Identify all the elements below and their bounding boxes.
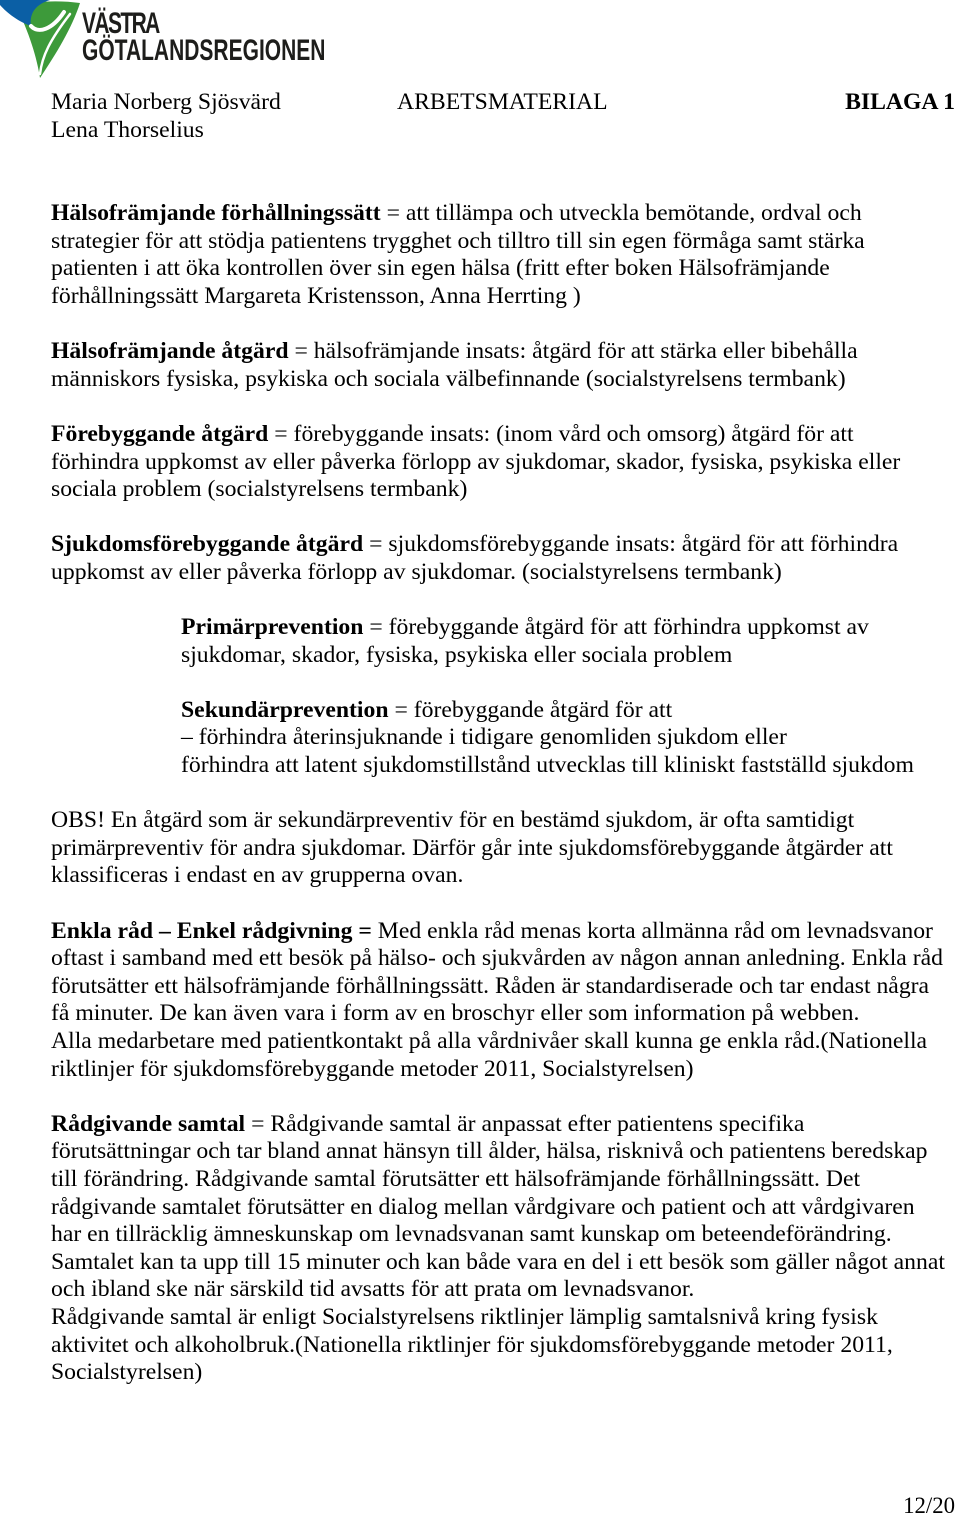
text-line <box>51 531 960 559</box>
text-line: förutsätter ett hälsofrämjande förhållningssätt. Råden är standardiserade och tar endast några <box>51 972 930 999</box>
text-line: – förhindra återinsjuknande i tidigare genomliden sjukdom eller <box>181 724 787 751</box>
text-line <box>51 1111 960 1139</box>
text-line: sociala problem (socialstyrelsens termbank) <box>51 476 468 503</box>
text-line: strategier för att stödja patientens trygghet och tilltro till sin egen förmåga samt stärka <box>51 227 865 254</box>
definition-text: = sjukdomsförebyggande insats: åtgärd för att förhindra <box>369 531 899 558</box>
definition-text: = hälsofrämjande insats: åtgärd för att stärka eller bibehålla <box>294 338 858 365</box>
text-line: Socialstyrelsen) <box>51 1359 203 1386</box>
text-line: har en tillräcklig ämneskunskap om levnadsvanan samt kunskap om beteendeförändring. <box>51 1221 892 1248</box>
attachment-label: BILAGA 1 <box>845 89 955 115</box>
definition-forebyggande-atgard <box>51 421 960 504</box>
definition-text: Med enkla råd menas korta allmänna råd om levnadsvanor <box>377 917 933 944</box>
text-line: OBS! En åtgärd som är sekundärpreventiv för en bestämd sjukdom, är ofta samtidigt <box>51 807 855 834</box>
organization-logo <box>0 0 340 82</box>
author-name: Maria Norberg Sjösvärd <box>51 89 281 115</box>
definition-text: = förebyggande åtgärd för att <box>394 696 673 723</box>
text-line: förhållningssätt Margareta Kristensson, Anna Herrting ) <box>51 282 581 309</box>
text-line <box>51 338 960 366</box>
definition-sekundarprevention <box>181 697 960 780</box>
text-line: förhindra att latent sjukdomstillstånd utvecklas till kliniskt fastställd sjukdom <box>181 752 914 779</box>
text-line: oftast i samband med ett besök på hälso- och sjukvården av någon annan anledning. Enkla råd <box>51 945 943 972</box>
vgr-logo-mark-icon <box>0 0 82 80</box>
logo-wordmark-line-2: GÖTALANDSREGIONEN <box>82 34 326 67</box>
note-obs <box>51 807 960 890</box>
definition-term: Enkla råd – Enkel rådgivning = <box>51 917 372 944</box>
definition-term: Förebyggande åtgärd <box>51 420 269 447</box>
text-line: rådgivande samtalet förutsätter en dialog mellan vårdgivare och patient och att vårdgivaren <box>51 1193 915 1220</box>
definition-primarprevention <box>181 614 960 669</box>
text-line: och ibland ske när särskild tid avsatts för att prata om levnadsvanor. <box>51 1276 695 1303</box>
definition-term: Primärprevention <box>181 614 364 641</box>
text-line: sjukdomar, skador, fysiska, psykiska eller sociala problem <box>181 641 733 668</box>
text-line: riktlinjer för sjukdomsförebyggande metoder 2011, Socialstyrelsen) <box>51 1055 694 1082</box>
text-line: människors fysiska, psykiska och sociala välbefinnande (socialstyrelsens termbank) <box>51 365 846 392</box>
text-line: få minuter. De kan även vara i form av en broschyr eller som information på webben. <box>51 1000 860 1027</box>
logo-wordmark-line-1: VÄSTRA <box>82 7 159 40</box>
text-line: patienten i att öka kontrollen över sin egen hälsa (fritt efter boken Hälsofrämjande <box>51 255 830 282</box>
text-line: Alla medarbetare med patientkontakt på alla vårdnivåer skall kunna ge enkla råd.(Nationella <box>51 1028 928 1054</box>
document-body <box>51 200 960 1387</box>
text-line: klassificeras i endast en av grupperna ovan. <box>51 862 464 889</box>
text-line: förhindra uppkomst av eller påverka förlopp av sjukdomar, skador, fysiska, psykiska eller <box>51 448 901 475</box>
definition-term: Hälsofrämjande förhållningssätt <box>51 200 381 227</box>
text-line: till förändring. Rådgivande samtal förutsätter ett hälsofrämjande förhållningssätt. Det <box>51 1165 861 1192</box>
definition-term: Rådgivande samtal <box>51 1110 246 1137</box>
text-line <box>51 200 960 228</box>
author-name: Lena Thorselius <box>51 116 204 143</box>
text-line: uppkomst av eller påverka förlopp av sjukdomar. (socialstyrelsens termbank) <box>51 558 782 585</box>
text-line: aktivitet och alkoholbruk.(Nationella riktlinjer för sjukdomsförebyggande metoder 2011, <box>51 1331 893 1358</box>
text-line <box>51 918 960 946</box>
text-line <box>181 614 960 642</box>
definition-text: = förebyggande insats: (inom vård och omsorg) åtgärd för att <box>274 420 854 447</box>
page-number: 12/20 <box>903 1493 955 1517</box>
definition-text: = förebyggande åtgärd för att förhindra uppkomst av <box>369 614 869 641</box>
text-line: Rådgivande samtal är enligt Socialstyrelsens riktlinjer lämplig samtalsnivå kring fysisk <box>51 1303 878 1330</box>
definition-halsoframjande-forhallningssatt <box>51 200 960 310</box>
definition-sjukdomsforebyggande-atgard <box>51 531 960 586</box>
document-status-label: ARBETSMATERIAL <box>397 89 608 115</box>
definition-enkla-rad <box>51 918 960 1084</box>
definition-text: = att tillämpa och utveckla bemötande, ordval och <box>386 200 862 227</box>
text-line: förutsättningar och tar bland annat hänsyn till ålder, hälsa, risknivå och patientens beredskap <box>51 1138 928 1165</box>
text-line <box>51 421 960 449</box>
text-line <box>181 697 960 725</box>
definition-term: Hälsofrämjande åtgärd <box>51 338 289 365</box>
definition-radgivande-samtal <box>51 1111 960 1387</box>
text-line: Samtalet kan ta upp till 15 minuter och kan både vara en del i ett besök som gäller något annat <box>51 1248 945 1275</box>
definition-term: Sjukdomsförebyggande åtgärd <box>51 531 364 558</box>
definition-term: Sekundärprevention <box>181 696 389 723</box>
definition-text: = Rådgivande samtal är anpassat efter patientens specifika <box>251 1110 805 1137</box>
text-line: primärpreventiv för andra sjukdomar. Därför går inte sjukdomsförebyggande åtgärder att <box>51 834 893 861</box>
definition-halsoframjande-atgard <box>51 338 960 393</box>
